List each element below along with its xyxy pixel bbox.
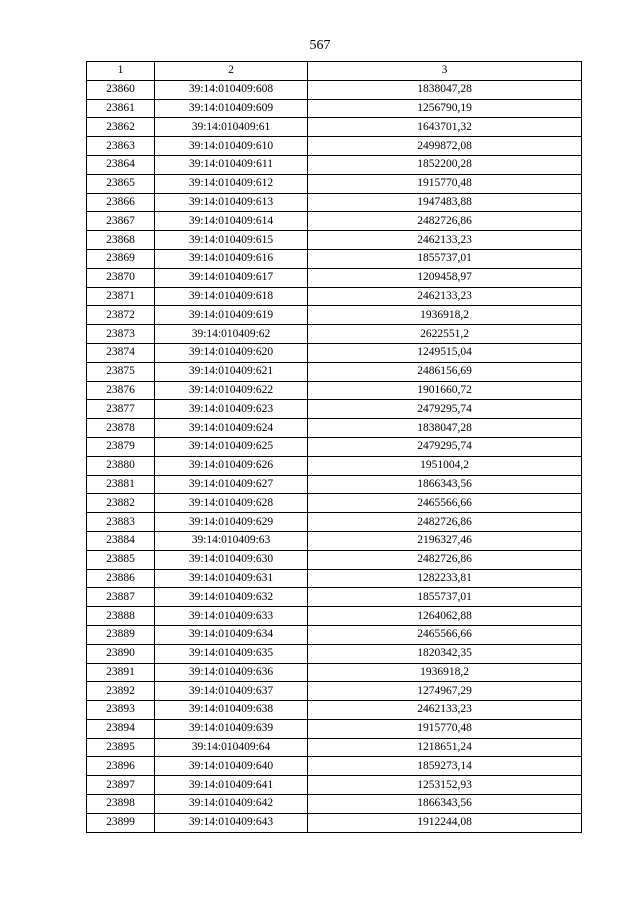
value-cell: 1859273,14 [308,757,582,776]
value-cell: 1951004,2 [308,456,582,475]
table-row [87,701,582,720]
table-row [87,174,582,193]
table-row [87,231,582,250]
cadastral-number-cell: 39:14:010409:616 [155,249,308,268]
value-cell: 1253152,93 [308,776,582,795]
table-row [87,419,582,438]
cadastral-number-cell: 39:14:010409:611 [155,155,308,174]
cadastral-number-cell: 39:14:010409:640 [155,757,308,776]
row-number-cell: 23897 [87,776,155,795]
row-number-cell: 23890 [87,644,155,663]
value-cell: 1282233,81 [308,569,582,588]
cadastral-number-cell: 39:14:010409:624 [155,419,308,438]
cadastral-number-cell: 39:14:010409:63 [155,531,308,550]
row-number-cell: 23893 [87,701,155,720]
cadastral-number-cell: 39:14:010409:62 [155,325,308,344]
cadastral-number-cell: 39:14:010409:643 [155,813,308,832]
row-number-cell: 23876 [87,381,155,400]
table-row [87,531,582,550]
row-number-cell: 23872 [87,306,155,325]
row-number-cell: 23888 [87,607,155,626]
table-row [87,155,582,174]
value-cell: 1936918,2 [308,306,582,325]
row-number-cell: 23895 [87,738,155,757]
cadastral-number-cell: 39:14:010409:630 [155,550,308,569]
row-number-cell: 23882 [87,494,155,513]
value-cell: 2482726,86 [308,513,582,532]
cadastral-number-cell: 39:14:010409:614 [155,212,308,231]
cadastral-number-cell: 39:14:010409:642 [155,795,308,814]
value-cell: 2486156,69 [308,362,582,381]
cadastral-number-cell: 39:14:010409:626 [155,456,308,475]
value-cell: 1838047,28 [308,419,582,438]
value-cell: 1209458,97 [308,268,582,287]
cadastral-number-cell: 39:14:010409:622 [155,381,308,400]
value-cell: 1855737,01 [308,588,582,607]
row-number-cell: 23868 [87,231,155,250]
cadastral-number-cell: 39:14:010409:636 [155,663,308,682]
table-row [87,682,582,701]
value-cell: 2622551,2 [308,325,582,344]
row-number-cell: 23886 [87,569,155,588]
value-cell: 2499872,08 [308,137,582,156]
table-row [87,588,582,607]
row-number-cell: 23865 [87,174,155,193]
table-row [87,719,582,738]
table-row [87,475,582,494]
cadastral-number-cell: 39:14:010409:64 [155,738,308,757]
row-number-cell: 23864 [87,155,155,174]
row-number-cell: 23874 [87,343,155,362]
table-row [87,813,582,832]
row-number-cell: 23862 [87,118,155,137]
row-number-cell: 23885 [87,550,155,569]
cadastral-number-cell: 39:14:010409:621 [155,362,308,381]
row-number-cell: 23870 [87,268,155,287]
cadastral-number-cell: 39:14:010409:623 [155,400,308,419]
value-cell: 1218651,24 [308,738,582,757]
value-cell: 2196327,46 [308,531,582,550]
value-cell: 2462133,23 [308,287,582,306]
value-cell: 1912244,08 [308,813,582,832]
table-row [87,325,582,344]
cadastral-number-cell: 39:14:010409:620 [155,343,308,362]
value-cell: 1915770,48 [308,719,582,738]
table-row [87,456,582,475]
registry-table [86,61,582,833]
cadastral-number-cell: 39:14:010409:638 [155,701,308,720]
row-number-cell: 23875 [87,362,155,381]
row-number-cell: 23898 [87,795,155,814]
value-cell: 2462133,23 [308,231,582,250]
row-number-cell: 23894 [87,719,155,738]
header-col-2: 2 [155,62,308,81]
row-number-cell: 23889 [87,625,155,644]
header-col-3: 3 [308,62,582,81]
row-number-cell: 23896 [87,757,155,776]
cadastral-number-cell: 39:14:010409:608 [155,80,308,99]
table-row [87,80,582,99]
table-row [87,118,582,137]
registry-table-body [87,62,582,833]
cadastral-number-cell: 39:14:010409:641 [155,776,308,795]
value-cell: 1274967,29 [308,682,582,701]
cadastral-number-cell: 39:14:010409:610 [155,137,308,156]
table-row [87,306,582,325]
value-cell: 2482726,86 [308,212,582,231]
row-number-cell: 23881 [87,475,155,494]
table-row [87,268,582,287]
row-number-cell: 23883 [87,513,155,532]
value-cell: 1838047,28 [308,80,582,99]
value-cell: 2465566,66 [308,625,582,644]
value-cell: 1249515,04 [308,343,582,362]
value-cell: 1866343,56 [308,795,582,814]
table-row [87,776,582,795]
cadastral-number-cell: 39:14:010409:629 [155,513,308,532]
cadastral-number-cell: 39:14:010409:635 [155,644,308,663]
cadastral-number-cell: 39:14:010409:633 [155,607,308,626]
value-cell: 2479295,74 [308,437,582,456]
table-row [87,663,582,682]
table-row [87,625,582,644]
table-row [87,757,582,776]
row-number-cell: 23867 [87,212,155,231]
table-row [87,343,582,362]
row-number-cell: 23866 [87,193,155,212]
cadastral-number-cell: 39:14:010409:618 [155,287,308,306]
value-cell: 1820342,35 [308,644,582,663]
table-row [87,494,582,513]
value-cell: 1264062,88 [308,607,582,626]
header-col-1: 1 [87,62,155,81]
row-number-cell: 23861 [87,99,155,118]
row-number-cell: 23877 [87,400,155,419]
table-row [87,400,582,419]
page-number: 567 [309,38,331,53]
value-cell: 1855737,01 [308,249,582,268]
table-row [87,381,582,400]
row-number-cell: 23892 [87,682,155,701]
table-row [87,607,582,626]
cadastral-number-cell: 39:14:010409:627 [155,475,308,494]
cadastral-number-cell: 39:14:010409:612 [155,174,308,193]
cadastral-number-cell: 39:14:010409:631 [155,569,308,588]
value-cell: 1852200,28 [308,155,582,174]
table-row [87,738,582,757]
table-row [87,795,582,814]
value-cell: 2479295,74 [308,400,582,419]
row-number-cell: 23869 [87,249,155,268]
value-cell: 1947483,88 [308,193,582,212]
table-row [87,362,582,381]
value-cell: 1901660,72 [308,381,582,400]
value-cell: 2465566,66 [308,494,582,513]
table-row [87,287,582,306]
row-number-cell: 23887 [87,588,155,607]
row-number-cell: 23880 [87,456,155,475]
cadastral-number-cell: 39:14:010409:639 [155,719,308,738]
value-cell: 2462133,23 [308,701,582,720]
table-row [87,513,582,532]
row-number-cell: 23899 [87,813,155,832]
table-row [87,550,582,569]
table-row [87,99,582,118]
value-cell: 1936918,2 [308,663,582,682]
row-number-cell: 23891 [87,663,155,682]
row-number-cell: 23879 [87,437,155,456]
row-number-cell: 23873 [87,325,155,344]
table-row [87,212,582,231]
table-row [87,193,582,212]
cadastral-number-cell: 39:14:010409:625 [155,437,308,456]
table-row [87,569,582,588]
cadastral-number-cell: 39:14:010409:628 [155,494,308,513]
row-number-cell: 23878 [87,419,155,438]
cadastral-number-cell: 39:14:010409:619 [155,306,308,325]
cadastral-number-cell: 39:14:010409:637 [155,682,308,701]
cadastral-number-cell: 39:14:010409:634 [155,625,308,644]
value-cell: 1915770,48 [308,174,582,193]
cadastral-number-cell: 39:14:010409:615 [155,231,308,250]
cadastral-number-cell: 39:14:010409:609 [155,99,308,118]
cadastral-number-cell: 39:14:010409:632 [155,588,308,607]
table-row [87,137,582,156]
table-row [87,249,582,268]
value-cell: 1866343,56 [308,475,582,494]
table-row [87,437,582,456]
cadastral-number-cell: 39:14:010409:613 [155,193,308,212]
row-number-cell: 23871 [87,287,155,306]
row-number-cell: 23884 [87,531,155,550]
cadastral-number-cell: 39:14:010409:617 [155,268,308,287]
value-cell: 2482726,86 [308,550,582,569]
cadastral-number-cell: 39:14:010409:61 [155,118,308,137]
table-header-row [87,62,582,81]
row-number-cell: 23860 [87,80,155,99]
value-cell: 1256790,19 [308,99,582,118]
row-number-cell: 23863 [87,137,155,156]
table-row [87,644,582,663]
value-cell: 1643701,32 [308,118,582,137]
